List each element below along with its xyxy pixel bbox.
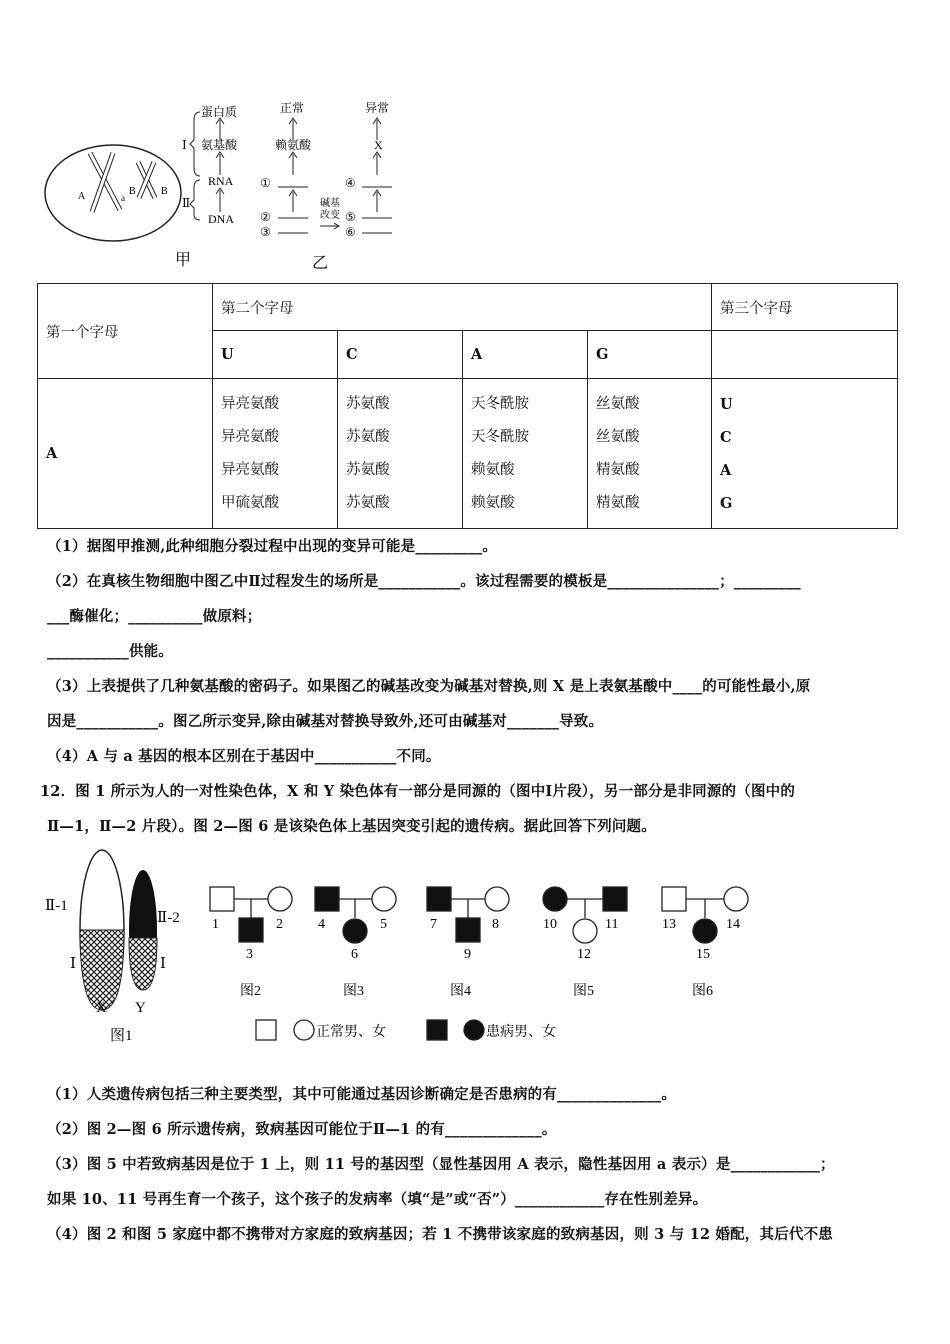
- q11-line: （2）在真核生物细胞中图乙中Ⅱ过程发生的场所是___________。该过程需要的模板是_______________；_________: [47, 573, 801, 590]
- figure-label: 甲: [175, 252, 192, 269]
- figure-label: ④: [345, 176, 356, 190]
- q11-line: （1）据图甲推测,此种细胞分裂过程中出现的变异可能是_________。: [47, 538, 498, 555]
- figure-label: 11: [605, 917, 619, 932]
- figure-label: 图3: [343, 984, 364, 999]
- q12-line: （1）人类遗传病包括三种主要类型，其中可能通过基因诊断确定是否患病的有______________。: [47, 1086, 677, 1103]
- figure-label: 4: [318, 917, 325, 932]
- figure-label: ③: [260, 225, 271, 239]
- codon-column-A: 天冬酰胺 天冬酰胺 赖氨酸 赖氨酸: [463, 379, 588, 529]
- figure-label: Ⅰ: [182, 138, 187, 152]
- figure-label: 正常男、女: [316, 1025, 386, 1040]
- figure-label: 12: [577, 947, 591, 962]
- figure-label: 赖氨酸: [275, 138, 312, 152]
- figure-label: 图6: [692, 984, 713, 999]
- figure-label: Y: [135, 1000, 146, 1016]
- figure-label: 7: [430, 917, 437, 932]
- second-letter: U: [213, 331, 338, 379]
- figure-label: 碱基: [320, 198, 340, 209]
- figure-label: 乙: [312, 255, 329, 270]
- figure-label: 14: [726, 917, 740, 932]
- figure-label: X: [96, 1000, 107, 1016]
- figure-label: B: [129, 186, 136, 197]
- figure-label: 13: [662, 917, 676, 932]
- cell-diagram: [45, 145, 181, 241]
- figure-label: RNA: [208, 174, 234, 188]
- figure-label: Ⅱ: [182, 196, 191, 210]
- q12-intro: 12．图 1 所示为人的一对性染色体，X 和 Y 染色体有一部分是同源的（图中Ⅰ片段），另一部分是非同源的（图中的: [40, 783, 796, 800]
- second-letter: C: [338, 331, 463, 379]
- arrows: [216, 118, 392, 233]
- figure-label: Ⅰ: [160, 956, 166, 972]
- codon-column-U: 异亮氨酸 异亮氨酸 异亮氨酸 甲硫氨酸: [213, 379, 338, 529]
- q11-line: ___________供能。: [47, 643, 174, 660]
- figure-label: 蛋白质: [201, 105, 238, 119]
- figure-label: 改变: [320, 210, 340, 221]
- figure-label: X: [374, 138, 383, 152]
- q12-line: （4）图 2 和图 5 家庭中都不携带对方家庭的致病基因；若 1 不携带该家庭的致病基因，则 3 与 12 婚配，其后代不患: [47, 1226, 834, 1243]
- codon-column-C: 苏氨酸 苏氨酸 苏氨酸 苏氨酸: [338, 379, 463, 529]
- pedigrees: [210, 887, 748, 1040]
- figure-label: A: [78, 191, 86, 202]
- header-first-letter: 第一个字母: [38, 284, 213, 379]
- figure-label: 图4: [450, 984, 471, 999]
- figure-label: DNA: [208, 212, 234, 226]
- figure-label: ②: [260, 210, 271, 224]
- figure-label: Ⅱ-2: [157, 910, 180, 926]
- figure-jia-yi: [40, 90, 410, 270]
- q12-line: 如果 10、11 号再生育一个孩子，这个孩子的发病率（填“是”或“否”）____________存在性别差异。: [47, 1191, 708, 1208]
- figure-label: 6: [351, 947, 358, 962]
- q12-line: （2）图 2—图 6 所示遗传病，致病基因可能位于Ⅱ—1 的有_____________。: [47, 1121, 557, 1138]
- second-letter: A: [463, 331, 588, 379]
- figure-label: ⑤: [345, 210, 356, 224]
- header-third-letter: 第三个字母: [712, 284, 898, 331]
- figure-label: Ⅱ-1: [45, 898, 68, 914]
- figure-label: 图2: [240, 984, 261, 999]
- figure-label: 5: [380, 917, 387, 932]
- figure-label: 9: [464, 947, 471, 962]
- figure-label: 3: [246, 947, 253, 962]
- q12-line: （3）图 5 中若致病基因是位于 1 上，则 11 号的基因型（显性基因用 A 表示，隐性基因用 a 表示）是____________；: [47, 1156, 835, 1173]
- q11-line: （3）上表提供了几种氨基酸的密码子。如果图乙的碱基改变为碱基对替换,则 X 是上表氨基酸中____的可能性最小,原: [47, 678, 811, 695]
- q11-line: （4）A 与 a 基因的根本区别在于基因中___________不同。: [47, 748, 441, 765]
- figure-label: 正常: [280, 101, 305, 115]
- q11-line: 因是___________。图乙所示变异,除由碱基对替换导致外,还可由碱基对_______导致。: [47, 713, 604, 730]
- figure-label: 8: [492, 917, 499, 932]
- figure-label: 1: [212, 917, 219, 932]
- figure-label: ①: [260, 176, 271, 190]
- q11-line: ___酶催化；__________做原料；: [47, 608, 262, 625]
- third-letters: U C A G: [712, 379, 898, 529]
- sex-chromosomes: [45, 850, 180, 1044]
- central-dogma: [175, 100, 389, 270]
- codon-column-G: 丝氨酸 丝氨酸 精氨酸 精氨酸: [588, 379, 712, 529]
- figure-label: 10: [543, 917, 557, 932]
- pedigree-figure: [40, 840, 760, 1060]
- figure-label: 异常: [365, 101, 390, 115]
- figure-label: 15: [696, 947, 710, 962]
- header-second-letter: 第二个字母: [213, 284, 712, 331]
- figure-label: ⑥: [345, 225, 356, 239]
- figure-label: 图5: [573, 984, 594, 999]
- figure-label: 氨基酸: [201, 138, 238, 152]
- figure-label: a: [121, 193, 125, 203]
- figure-label: 图1: [110, 1028, 133, 1044]
- figure-label: B: [161, 186, 168, 197]
- q12-intro: Ⅱ—1，Ⅱ—2 片段）。图 2—图 6 是该染色体上基因突变引起的遗传病。据此回答下列问题。: [47, 818, 656, 835]
- codon-table: [37, 283, 898, 529]
- second-letter: G: [588, 331, 712, 379]
- figure-label: 2: [276, 917, 283, 932]
- figure-label: 患病男、女: [486, 1025, 556, 1040]
- first-letter: A: [38, 379, 213, 529]
- figure-label: Ⅰ: [70, 956, 76, 972]
